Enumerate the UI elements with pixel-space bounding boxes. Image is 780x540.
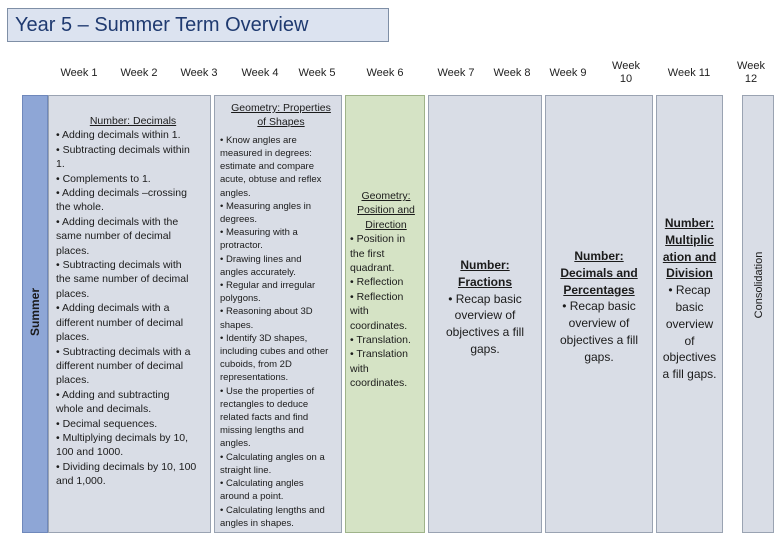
percentages-line: overview of (568, 316, 630, 331)
multdiv-heading (658, 215, 721, 282)
multdiv-heading-line: ation and (662, 249, 717, 264)
decimals-line: • Multiplying decimals by 10, (56, 431, 189, 444)
geometry-shapes-line: • Identify 3D shapes, (220, 332, 308, 344)
geometry-position-line: • Translation (350, 348, 408, 361)
geometry-shapes-line: degrees. (220, 214, 257, 226)
geometry-shapes-line: • Measuring angles in (220, 200, 311, 212)
decimals-line: and 1,000. (56, 475, 106, 488)
multdiv-list (658, 282, 721, 383)
percentages-content (548, 248, 650, 366)
percentages-line: gaps. (584, 349, 614, 364)
multdiv-heading-line: Multiplic (665, 232, 714, 247)
geometry-position-line: with (350, 362, 369, 375)
geometry-position-line: with (350, 305, 369, 318)
decimals-content (56, 114, 210, 489)
decimals-line: • Adding decimals with the (56, 215, 179, 228)
summer-term-label: Summer (28, 287, 42, 337)
geometry-shapes-line: including cubes and other (220, 346, 329, 358)
geometry-shapes-line: • Calculating lengths and (220, 504, 325, 516)
geometry-shapes-list (220, 134, 342, 530)
geometry-shapes-line: • Calculating angles on a (220, 451, 325, 463)
week-label-1: Week 1 (60, 67, 98, 79)
week-label-7: Week 7 (437, 67, 475, 79)
decimals-line: the whole. (56, 201, 104, 214)
multdiv-content (658, 215, 721, 383)
geometry-shapes-heading (220, 101, 342, 130)
geometry-shapes-line: rectangles to deduce (220, 398, 309, 410)
fractions-heading-line: Fractions (457, 274, 512, 289)
consolidation-label: Consolidation (753, 251, 765, 319)
week-label-2: Week 2 (120, 67, 158, 79)
multdiv-heading-line: Division (666, 266, 713, 281)
week-label-6: Week 6 (366, 67, 404, 79)
geometry-shapes-line: acute, obtuse and reflex (220, 174, 322, 186)
week-label-3: Week 3 (180, 67, 218, 79)
decimals-line: 100 and 1000. (56, 446, 124, 459)
decimals-line: • Adding decimals within 1. (56, 129, 181, 142)
geometry-shapes-line: • Regular and irregular (220, 280, 316, 292)
week-label-11: Week 11 (667, 67, 711, 79)
geometry-shapes-line: angles in shapes. (220, 517, 294, 529)
decimals-list (56, 128, 210, 488)
week-label-8: Week 8 (493, 67, 531, 79)
fractions-list (432, 291, 538, 358)
decimals-line: • Adding and subtracting (56, 388, 170, 401)
multdiv-line: a fill gaps. (662, 367, 717, 382)
decimals-line: whole and decimals. (56, 403, 152, 416)
multdiv-line: • Recap (668, 283, 711, 298)
geometry-position-line: coordinates. (350, 319, 408, 332)
multdiv-line: of (684, 333, 695, 348)
geometry-shapes-line: estimate and compare (220, 161, 314, 173)
fractions-line: • Recap basic (448, 291, 522, 306)
percentages-heading (548, 248, 650, 298)
geometry-shapes-line: around a point. (220, 491, 284, 503)
decimals-line: different number of decimal (56, 316, 184, 329)
decimals-line: • Subtracting decimals with a (56, 345, 191, 358)
geometry-shapes-line: • Use the properties of (220, 385, 315, 397)
decimals-line: places. (56, 287, 90, 300)
decimals-line: places. (56, 374, 90, 387)
week-label-5: Week 5 (298, 67, 336, 79)
fractions-heading-line: Number: (460, 258, 510, 272)
geometry-position-line: coordinates. (350, 377, 408, 390)
decimals-line: same number of decimal (56, 230, 171, 243)
fractions-line: overview of (454, 308, 516, 323)
decimals-heading: Number: Decimals (89, 115, 177, 127)
geometry-shapes-line: angles. (220, 438, 251, 450)
geometry-shapes-heading-line: Geometry: Properties (231, 102, 331, 114)
geometry-shapes-line: angles. (220, 187, 251, 199)
decimals-line: • Subtracting decimals within (56, 143, 190, 156)
geometry-position-heading-line: Direction (365, 218, 407, 231)
geometry-shapes-content (220, 101, 342, 530)
geometry-position-line: • Reflection (350, 290, 404, 303)
multdiv-line: objectives (662, 350, 717, 365)
geometry-shapes-line: • Measuring with a (220, 227, 298, 239)
fractions-heading (432, 257, 538, 291)
geometry-shapes-line: cuboids, from 2D (220, 359, 292, 371)
geometry-shapes-line: missing lengths and (220, 425, 304, 437)
percentages-line: objectives a fill (559, 332, 639, 347)
percentages-heading-line: Number: (574, 249, 624, 263)
decimals-line: • Decimal sequences. (56, 417, 158, 430)
multdiv-line: overview (665, 316, 714, 331)
geometry-shapes-line: polygons. (220, 293, 261, 305)
week-label-12: Week 12 (737, 60, 765, 85)
decimals-line: • Complements to 1. (56, 172, 151, 185)
geometry-shapes-line: representations. (220, 372, 289, 384)
geometry-shapes-line: shapes. (220, 319, 254, 331)
page-title (7, 8, 389, 42)
geometry-position-list (350, 232, 422, 390)
percentages-heading-line: Decimals and (560, 265, 638, 280)
multdiv-line: basic (675, 299, 704, 314)
decimals-line: • Adding decimals with a (56, 302, 170, 315)
geometry-position-line: • Reflection (350, 276, 404, 289)
decimals-line: • Adding decimals –crossing (56, 187, 187, 200)
geometry-position-line: the first (350, 247, 385, 260)
geometry-shapes-line: protractor. (220, 240, 263, 252)
geometry-shapes-line: measured in degrees: (220, 148, 312, 160)
fractions-line: gaps. (470, 341, 500, 356)
percentages-list (548, 298, 650, 365)
week-label-9: Week 9 (549, 67, 587, 79)
geometry-position-heading-line: Geometry: (361, 190, 411, 202)
percentages-line: • Recap basic (562, 299, 636, 314)
geometry-position-line: quadrant. (350, 262, 395, 275)
fractions-line: objectives a fill (445, 325, 525, 340)
decimals-line: • Dividing decimals by 10, 100 (56, 460, 197, 473)
geometry-shapes-line: • Know angles are (220, 134, 297, 146)
fractions-content (432, 257, 538, 358)
geometry-shapes-line: straight line. (220, 464, 272, 476)
page-title-text: Year 5 – Summer Term Overview (15, 13, 309, 36)
geometry-position-heading (350, 189, 422, 232)
geometry-position-line: • Position in (350, 233, 406, 246)
geometry-shapes-line: angles accurately. (220, 266, 296, 278)
geometry-position-heading-line: Position and (357, 204, 415, 217)
geometry-position-line: • Translation. (350, 334, 411, 347)
decimals-line: places. (56, 244, 90, 257)
decimals-line: • Subtracting decimals with (56, 259, 182, 272)
geometry-shapes-heading-line: of Shapes (257, 116, 305, 129)
multdiv-heading-line: Number: (664, 216, 715, 230)
decimals-line: 1. (56, 158, 65, 171)
geometry-shapes-line: • Drawing lines and (220, 253, 302, 265)
decimals-line: places. (56, 331, 90, 344)
week-label-4: Week 4 (241, 67, 279, 79)
percentages-heading-line: Percentages (563, 282, 635, 297)
geometry-shapes-line: related facts and find (220, 412, 309, 424)
geometry-position-content (350, 189, 422, 391)
decimals-line: different number of decimal (56, 359, 184, 372)
geometry-shapes-line: • Calculating angles (220, 478, 304, 490)
decimals-line: the same number of decimal (56, 273, 189, 286)
week-label-10: Week 10 (612, 60, 640, 85)
geometry-shapes-line: • Reasoning about 3D (220, 306, 313, 318)
